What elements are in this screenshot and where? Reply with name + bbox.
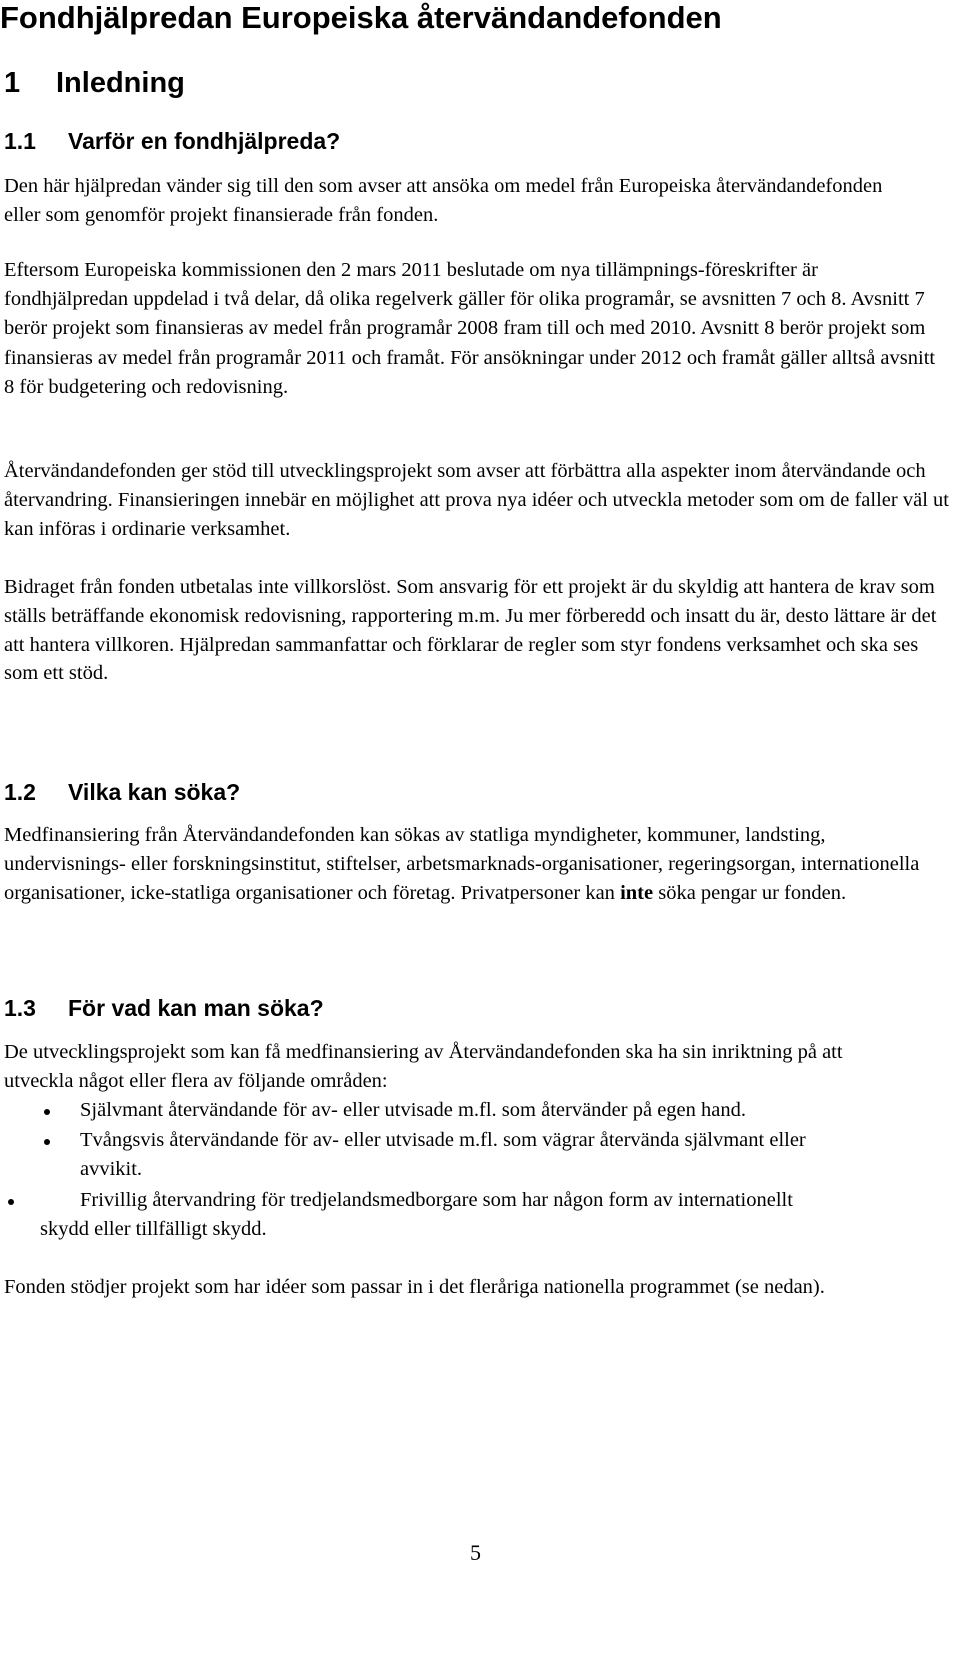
list-item: Frivillig återvandring för tredjelandsmedborgare som har någon form av internationellt skydd eller tillfälligt skydd. — [40, 1189, 793, 1241]
section-1-3-heading — [4, 994, 324, 1022]
section-title: Vilka kan söka? — [68, 779, 241, 805]
section-1-1-heading — [4, 127, 340, 155]
paragraph: De utvecklingsprojekt som kan få medfinansiering av Återvändandefonden ska ha sin inriktning på att utveckla något eller flera av följande områden: — [4, 1041, 843, 1093]
section-1-2-heading — [4, 778, 240, 806]
bullet-icon — [8, 1199, 14, 1205]
section-number: 1.3 — [4, 995, 36, 1021]
paragraph: Bidraget från fonden utbetalas inte villkorslöst. Som ansvarig för ett projekt är du skyldig att hantera de krav som ställs beträffande ekonomisk redovisning, rapportering m.m. Ju mer förberedd och insatt du är, desto lättare är det att hantera villkoren. Hjälpredan sammanfattar och förklarar de regler som styr fondens verksamhet och ska ses som ett stöd. — [4, 576, 937, 685]
section-number: 1.2 — [4, 779, 36, 805]
document-title: Fondhjälpredan Europeiska återvändandefonden — [0, 0, 722, 35]
section-1-heading — [4, 66, 185, 100]
section-title: För vad kan man söka? — [68, 995, 324, 1021]
paragraph: Fonden stödjer projekt som har idéer som passar in i det fleråriga nationella programmet (se nedan). — [4, 1276, 825, 1298]
section-title: Varför en fondhjälpreda? — [68, 128, 341, 154]
emphasis: inte — [620, 882, 654, 905]
list-item: Självmant återvändande för av- eller utvisade m.fl. som återvänder på egen hand. — [80, 1099, 746, 1121]
list-item: Tvångsvis återvändande för av- eller utvisade m.fl. som vägrar återvända självmant eller avvikit. — [80, 1129, 806, 1181]
paragraph: Den här hjälpredan vänder sig till den som avser att ansöka om medel från Europeiska återvändandefonden eller som genomför projekt finansierade från fonden. — [4, 175, 883, 227]
paragraph — [4, 821, 949, 909]
section-number: 1.1 — [4, 128, 36, 154]
paragraph: Återvändandefonden ger stöd till utvecklingsprojekt som avser att förbättra alla aspekter inom återvändande och återvandring. Finansieringen innebär en möjlighet att prova nya idéer och utveckla metoder som om de faller väl ut kan införas i ordinarie verksamhet. — [4, 460, 949, 541]
page-number: 5 — [470, 1540, 481, 1565]
text-run: Medfinansiering från Återvändandefonden kan sökas av statliga myndigheter, kommuner, landsting, undervisnings- eller forskningsinstitut, stiftelser, arbetsmarknads-organisationer, regeringsorgan, internationella organisationer, icke-statliga organisationer och företag. Privatpersoner kan — [4, 824, 920, 905]
section-number: 1 — [4, 67, 21, 99]
text-run: söka pengar ur fonden. — [653, 882, 847, 905]
bullet-icon — [44, 1109, 50, 1115]
section-title: Inledning — [56, 67, 185, 99]
paragraph: Eftersom Europeiska kommissionen den 2 mars 2011 beslutade om nya tillämpnings-föreskrifter är fondhjälpredan uppdelad i två delar, då olika regelverk gäller för olika programår, se avsnitten 7 och 8. Avsnitt 7 berör projekt som finansieras av medel från programår 2008 fram till och med 2010. Avsnitt 8 berör projekt som finansieras av medel från programår 2011 och framåt. För ansökningar under 2012 och framåt gäller alltså avsnitt 8 för budgetering och redovisning. — [4, 259, 936, 398]
bullet-icon — [44, 1139, 50, 1145]
